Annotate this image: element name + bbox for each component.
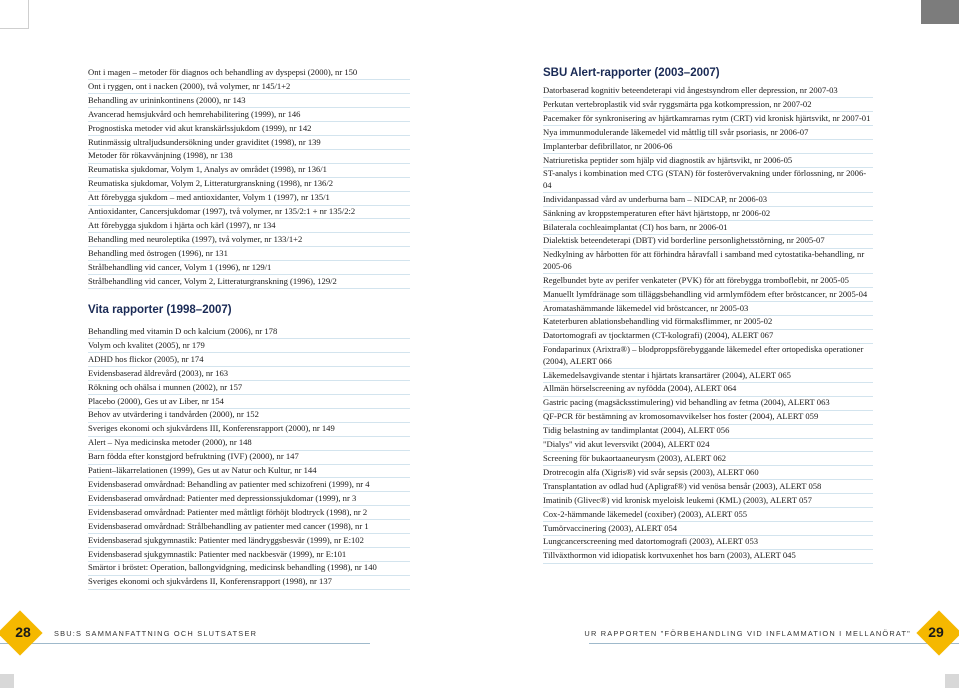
list-item: QF-PCR för bestämning av kromosomavvikelser hos foster (2004), ALERT 059	[543, 411, 873, 424]
list-item: Att förebygga sjukdom i hjärta och kärl (1997), nr 134	[88, 220, 410, 233]
section-title-alert: SBU Alert-rapporter (2003–2007)	[543, 67, 720, 79]
report-list-alert	[543, 85, 873, 564]
list-item: Att förebygga sjukdom – med antioxidanter, Volym 1 (1997), nr 135/1	[88, 192, 410, 205]
list-item: Evidensbaserad omvårdnad: Behandling av patienter med schizofreni (1999), nr 4	[88, 479, 410, 492]
list-item: Evidensbaserad äldrevård (2003), nr 163	[88, 368, 410, 381]
list-item: ADHD hos flickor (2005), nr 174	[88, 354, 410, 367]
list-item: Lungcancerscreening med datortomografi (2003), ALERT 053	[543, 536, 873, 549]
list-item: Barn födda efter konstgjord befruktning (IVF) (2000), nr 147	[88, 451, 410, 464]
list-item: Individanpassad vård av underburna barn – NIDCAP, nr 2006-03	[543, 194, 873, 207]
list-item: Behandling av urininkontinens (2000), nr 143	[88, 95, 410, 108]
list-item: Cox-2-hämmande läkemedel (coxiber) (2003), ALERT 055	[543, 509, 873, 522]
list-item: Tidig belastning av tandimplantat (2004), ALERT 056	[543, 425, 873, 438]
list-item: Rutinmässig ultraljudsundersökning under graviditet (1998), nr 139	[88, 137, 410, 150]
list-item: Datortomografi av tjocktarmen (CT-kolografi) (2004), ALERT 067	[543, 330, 873, 343]
list-item: Evidensbaserad omvårdnad: Strålbehandling av patienter med cancer (1998), nr 1	[88, 521, 410, 534]
list-item: Behov av utvärdering i tandvården (2000), nr 152	[88, 409, 410, 422]
list-item: Nedkylning av hårbotten för att förhindra håravfall i samband med cytostatika-behandling, nr 2005-06	[543, 249, 873, 274]
page-number-left: 28	[15, 624, 31, 640]
list-item: Kateterburen ablationsbehandling vid förmaksflimmer, nr 2005-02	[543, 316, 873, 329]
list-item: Allmän hörselscreening av nyfödda (2004), ALERT 064	[543, 383, 873, 396]
list-item: Reumatiska sjukdomar, Volym 2, Litteraturgranskning (1998), nr 136/2	[88, 178, 410, 191]
list-item: Implanterbar defibrillator, nr 2006-06	[543, 141, 873, 154]
list-item: Gastric pacing (magsäcksstimulering) vid behandling av fetma (2004), ALERT 063	[543, 397, 873, 410]
list-item: Manuellt lymfdränage som tilläggsbehandling vid armlymfödem efter bröstcancer, nr 2005-04	[543, 289, 873, 302]
list-item: Strålbehandling vid cancer, Volym 2, Litteraturgranskning (1996), 129/2	[88, 276, 410, 289]
list-item: Sveriges ekonomi och sjukvårdens III, Konferensrapport (2000), nr 149	[88, 423, 410, 436]
list-item: Sveriges ekonomi och sjukvårdens II, Konferensrapport (1998), nr 137	[88, 576, 410, 589]
list-item: Placebo (2000), Ges ut av Liber, nr 154	[88, 396, 410, 409]
list-item: Fondaparinux (Arixtra®) – blodproppsförebyggande läkemedel efter ortopediska operationer (2004), ALERT 066	[543, 344, 873, 369]
list-item: Regelbundet byte av perifer venkateter (PVK) för att förebygga tromboflebit, nr 2005-05	[543, 275, 873, 288]
crop-mark-bottom-right	[945, 674, 959, 688]
list-item: Evidensbaserad omvårdnad: Patienter med måttligt förhöjt blodtryck (1998), nr 2	[88, 507, 410, 520]
list-item: Pacemaker för synkronisering av hjärtkamrarnas rytm (CRT) vid kronisk hjärtsvikt, nr 2007-01	[543, 113, 873, 126]
section-title-vita: Vita rapporter (1998–2007)	[88, 304, 232, 316]
list-item: Antioxidanter, Cancersjukdomar (1997), två volymer, nr 135/2:1 + nr 135/2:2	[88, 206, 410, 219]
report-list-top	[88, 67, 410, 289]
footer-rule-left	[0, 643, 370, 644]
list-item: Aromatashämmande läkemedel vid bröstcancer, nr 2005-03	[543, 303, 873, 316]
list-item: Ont i magen – metoder för diagnos och behandling av dyspepsi (2000), nr 150	[88, 67, 410, 80]
list-item: Behandling med neuroleptika (1997), två volymer, nr 133/1+2	[88, 234, 410, 247]
list-item: Tillväxthormon vid idiopatisk kortvuxenhet hos barn (2003), ALERT 045	[543, 550, 873, 563]
list-item: Imatinib (Glivec®) vid kronisk myeloisk leukemi (KML) (2003), ALERT 057	[543, 495, 873, 508]
list-item: Rökning och ohälsa i munnen (2002), nr 157	[88, 382, 410, 395]
list-item: Transplantation av odlad hud (Apligraf®) vid venösa bensår (2003), ALERT 058	[543, 481, 873, 494]
list-item: Patient–läkarrelationen (1999), Ges ut av Natur och Kultur, nr 144	[88, 465, 410, 478]
crop-mark-top-right	[921, 0, 959, 24]
list-item: Evidensbaserad omvårdnad: Patienter med depressionssjukdomar (1999), nr 3	[88, 493, 410, 506]
list-item: Tumörvaccinering (2003), ALERT 054	[543, 523, 873, 536]
list-item: Screening för bukaortaaneurysm (2003), ALERT 062	[543, 453, 873, 466]
running-head-right: UR RAPPORTEN "FÖRBEHANDLING VID INFLAMMATION I MELLANÖRAT"	[584, 629, 911, 638]
list-item: Strålbehandling vid cancer, Volym 1 (1996), nr 129/1	[88, 262, 410, 275]
list-item: Dialektisk beteendeterapi (DBT) vid borderline personlighetsstörning, nr 2005-07	[543, 235, 873, 248]
list-item: Metoder för rökavvänjning (1998), nr 138	[88, 150, 410, 163]
list-item: Datorbaserad kognitiv beteendeterapi vid ångestsyndrom eller depression, nr 2007-03	[543, 85, 873, 98]
list-item: Ont i ryggen, ont i nacken (2000), två volymer, nr 145/1+2	[88, 81, 410, 94]
list-item: Läkemedelsavgivande stentar i hjärtats kransartärer (2004), ALERT 065	[543, 370, 873, 383]
list-item: Prognostiska metoder vid akut kranskärlssjukdom (1999), nr 142	[88, 123, 410, 136]
running-head-left: SBU:S SAMMANFATTNING OCH SLUTSATSER	[54, 629, 258, 638]
list-item: Behandling med östrogen (1996), nr 131	[88, 248, 410, 261]
list-item: Reumatiska sjukdomar, Volym 1, Analys av området (1998), nr 136/1	[88, 164, 410, 177]
list-item: ST-analys i kombination med CTG (STAN) för fosterövervakning under förlossning, nr 2006-04	[543, 168, 873, 193]
list-item: Avancerad hemsjukvård och hemrehabilitering (1999), nr 146	[88, 109, 410, 122]
list-item: Perkutan vertebroplastik vid svår ryggsmärta pga kotkompression, nr 2007-02	[543, 99, 873, 112]
list-item: Drotrecogin alfa (Xigris®) vid svår sepsis (2003), ALERT 060	[543, 467, 873, 480]
list-item: Natriuretiska peptider som hjälp vid diagnostik av hjärtsvikt, nr 2006-05	[543, 155, 873, 168]
list-item: Nya immunmodulerande läkemedel vid måttlig till svår psoriasis, nr 2006-07	[543, 127, 873, 140]
report-list-vita	[88, 326, 410, 590]
left-column	[88, 67, 410, 590]
list-item: Bilaterala cochleaimplantat (CI) hos barn, nr 2006-01	[543, 222, 873, 235]
list-item: Sänkning av kroppstemperaturen efter hävt hjärtstopp, nr 2006-02	[543, 208, 873, 221]
list-item: Evidensbaserad sjukgymnastik: Patienter med ländryggsbesvär (1999), nr E:102	[88, 535, 410, 548]
list-item: Volym och kvalitet (2005), nr 179	[88, 340, 410, 353]
page-number-right: 29	[928, 624, 944, 640]
list-item: "Dialys" vid akut leversvikt (2004), ALERT 024	[543, 439, 873, 452]
footer-rule-right	[589, 643, 959, 644]
crop-mark-bottom-left	[0, 674, 14, 688]
list-item: Smärtor i bröstet: Operation, ballongvidgning, medicinsk behandling (1998), nr 140	[88, 562, 410, 575]
list-item: Behandling med vitamin D och kalcium (2006), nr 178	[88, 326, 410, 339]
right-column	[543, 67, 873, 564]
list-item: Evidensbaserad sjukgymnastik: Patienter med nackbesvär (1999), nr E:101	[88, 549, 410, 562]
list-item: Alert – Nya medicinska metoder (2000), nr 148	[88, 437, 410, 450]
crop-mark-top-left	[0, 0, 29, 29]
